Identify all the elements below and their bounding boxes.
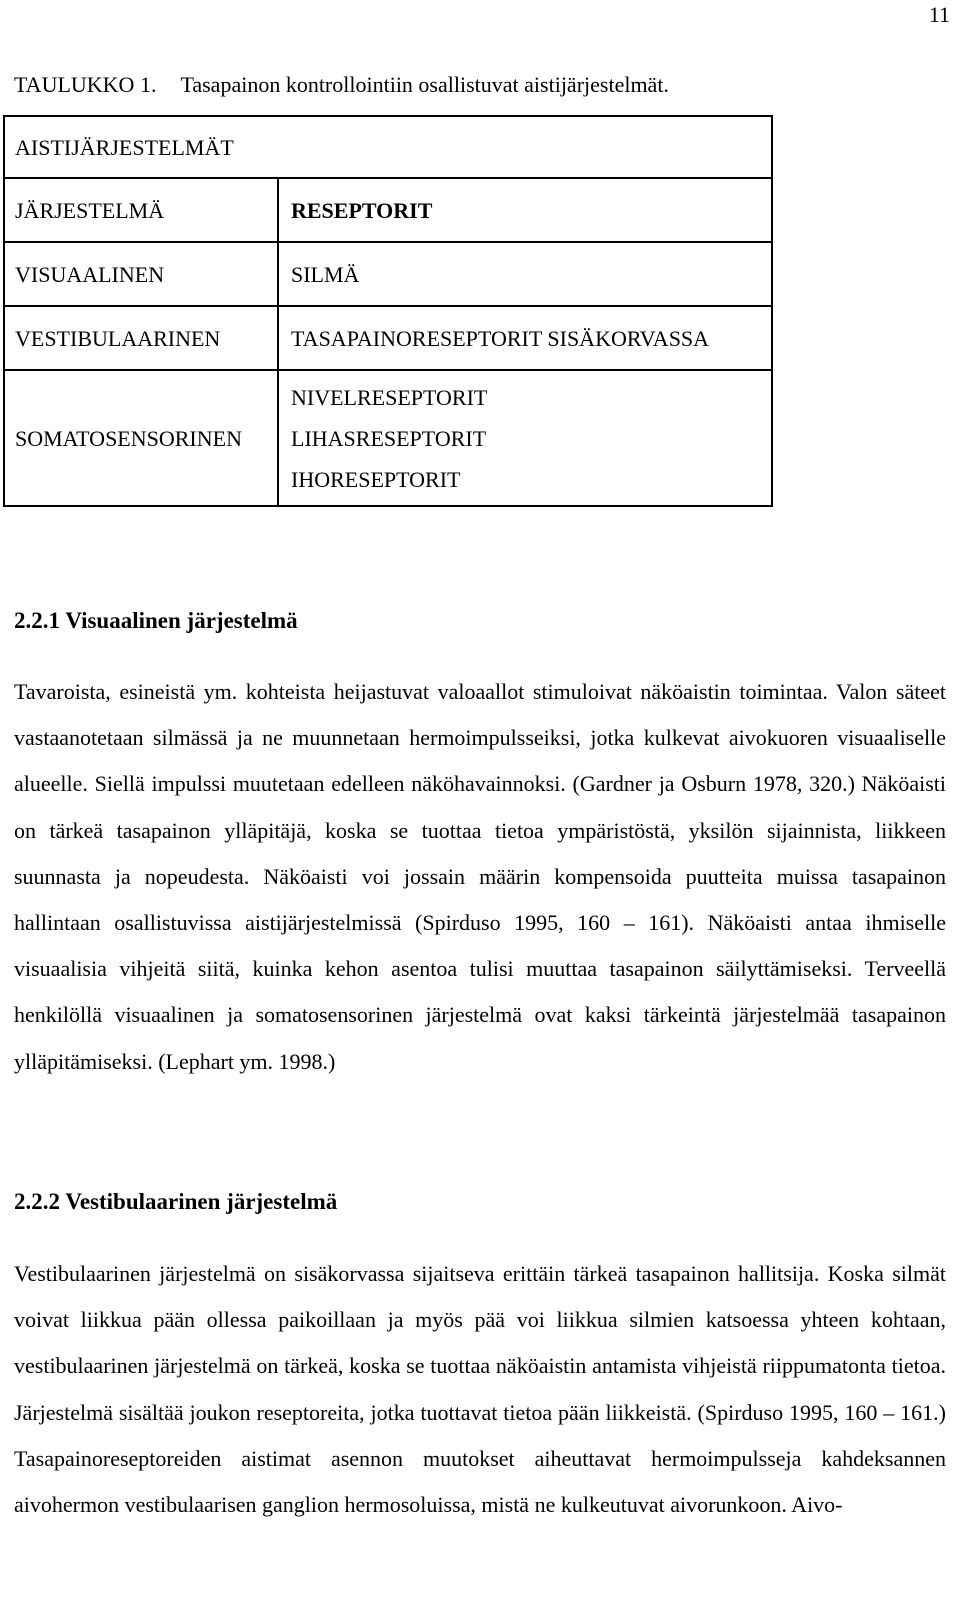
table-title: AISTIJÄRJESTELMÄT — [4, 116, 772, 178]
receptor-line: NIVELRESEPTORIT — [291, 384, 488, 410]
system-cell: VESTIBULAARINEN — [4, 306, 278, 370]
section-heading: 2.2.2 Vestibulaarinen järjestelmä — [14, 1189, 338, 1214]
table-caption-text: Tasapainon kontrollointiin osallistuvat aistijärjestelmät. — [180, 72, 669, 97]
table-row — [4, 306, 772, 370]
section-paragraph: Tavaroista, esineistä ym. kohteista heijastuvat valoaallot stimuloivat näköaistin toimintaa. Valon säteet vastaanotetaan silmässä ja ne muunnetaan hermoimpulsseiksi, jotka kulkevat aivokuoren visuaaliselle alueelle. Siellä impulssi muutetaan edelleen näköhavainnoksi. (Gardner ja Osburn 1978, 320.) Näköaisti on tärkeä tasapainon ylläpitäjä, koska se tuottaa tietoa ympäristöstä, yksilön sijainnista, liikkeen suunnasta ja nopeudesta. Näköaisti voi jossain määrin kompensoida puutteita muissa tasapainon hallintaan osallistuvissa aistijärjestelmissä (Spirduso 1995, 160 – 161). Näköaisti antaa ihmiselle visuaalisia vihjeitä siitä, kuinka kehon asentoa tulisi muuttaa tasapainon säilyttämiseksi. Terveellä henkilöllä visuaalinen ja somatosensorinen järjestelmä ovat kaksi tärkeintä järjestelmää tasapainon ylläpitämiseksi. (Lephart ym. 1998.) — [14, 679, 946, 1074]
system-cell: SOMATOSENSORINEN — [4, 370, 278, 506]
table-row — [4, 242, 772, 306]
section-heading: 2.2.1 Visuaalinen järjestelmä — [14, 608, 298, 633]
system-cell: VISUAALINEN — [4, 242, 278, 306]
table-row — [4, 370, 772, 506]
receptor-cell — [278, 370, 772, 506]
receptor-cell: SILMÄ — [278, 242, 772, 306]
sensory-systems-table — [3, 115, 773, 507]
header-system: JÄRJESTELMÄ — [4, 178, 278, 242]
table-caption — [14, 72, 669, 98]
receptor-cell: TASAPAINORESEPTORIT SISÄKORVASSA — [278, 306, 772, 370]
receptor-line: IHORESEPTORIT — [291, 466, 461, 492]
header-receptors: RESEPTORIT — [278, 178, 772, 242]
receptor-line: LIHASRESEPTORIT — [291, 425, 487, 451]
page-number: 11 — [928, 2, 950, 27]
table-caption-label: TAULUKKO 1. — [14, 72, 157, 97]
section-paragraph: Vestibulaarinen järjestelmä on sisäkorvassa sijaitseva erittäin tärkeä tasapainon hallitsija. Koska silmät voivat liikkua pään ollessa paikoillaan ja myös pää voi liikkua silmien katsoessa yhteen kohtaan, vestibulaarinen järjestelmä on tärkeä, koska se tuottaa näköaistin antamista vihjeistä riippumatonta tietoa. Järjestelmä sisältää joukon reseptoreita, jotka tuottavat tietoa pään liikkeistä. (Spirduso 1995, 160 – 161.) Tasapainoreseptoreiden aistimat asennon muutokset aiheuttavat hermoimpulsseja kahdeksannen aivohermon vestibulaarisen ganglion hermosoluissa, mistä ne kulkeutuvat aivorunkoon. Aivo- — [14, 1261, 946, 1518]
table-header-row — [4, 178, 772, 242]
table-title-row — [4, 116, 772, 178]
